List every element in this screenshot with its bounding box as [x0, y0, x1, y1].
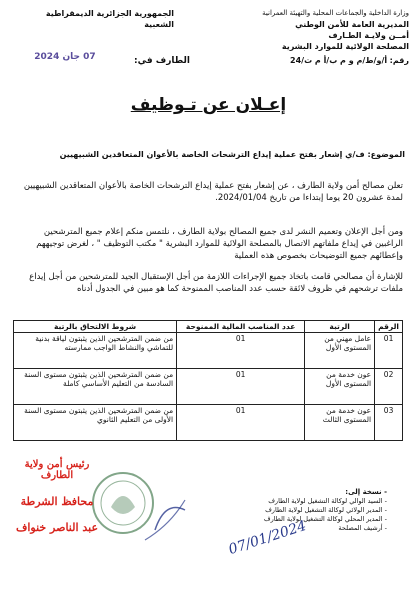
- copies-item: - المدير الولائي لوكالة التشغيل لولاية الطارف: [265, 506, 387, 514]
- col-header-conditions: شروط الالتحاق بالرتبة: [14, 321, 177, 333]
- date-stamp: 07 جان 2024: [34, 52, 96, 62]
- row-number: 01: [375, 333, 403, 369]
- row-grade: عون خدمة من المستوى الأول: [305, 369, 375, 405]
- row-posts: 01: [177, 333, 305, 369]
- signature-rank: محافظ الشرطة: [20, 495, 94, 508]
- row-conditions: من ضمن المترشحين الذين يثبتون لياقة بدنية للتماشي والنشاط الواجب ممارسته: [14, 333, 177, 369]
- page-title: إعـلان عن تـوظيف: [130, 95, 287, 115]
- copies-item: - أرشيف المصلحة: [338, 524, 387, 532]
- col-header-posts: عدد المناصب المالية الممنوحة: [177, 321, 305, 333]
- table-row: [14, 369, 403, 405]
- row-posts: 01: [177, 405, 305, 441]
- table-row: [14, 405, 403, 441]
- directorate-name: المديرية العامة للأمن الوطني: [295, 20, 409, 29]
- positions-table: [13, 320, 403, 441]
- reference-value: أ/و/ط/م و م ب/أ م ت/24: [290, 56, 388, 65]
- republic-name: الجمهورية الجزائرية الديمقراطية الشعبية: [45, 9, 174, 29]
- row-number: 02: [375, 369, 403, 405]
- ministry-name: وزارة الداخلية والجماعات المحلية والتهيئة العمرانية: [262, 9, 409, 17]
- wilaya-name: أمــن ولايـة الطـارف: [328, 31, 409, 40]
- copies-item: - المدير المحلي لوكالة التشغيل لولاية الطارف: [263, 515, 387, 523]
- col-header-number: الرقم: [375, 321, 403, 333]
- service-name: المصلحة الولائية للموارد البشرية: [281, 42, 409, 51]
- row-conditions: من ضمن المترشحين الذين يثبتون مستوى السنة الأولى من التعليم الثانوي: [14, 405, 177, 441]
- signature-title: رئيس أمن ولاية الطارف: [24, 459, 90, 481]
- copies-item: - السيد الوالي لوكالة التشغيل لولاية الطارف: [268, 497, 387, 505]
- handwritten-date-text: 07/01/2024: [226, 517, 309, 559]
- paragraph-2: ومن أجل الإعلان وتعميم النشر لدى جميع المصالح بولاية الطارف ، نلتمس منكم إعلام جميع المترشحين الراغبين في إيداع ملفاتهم الاتصال بالمصلحة الولائية للموارد البشرية " مكتب التوظيف " ، لغرض توجيههم وإعطائهم جميع التوضيحات بخصوص هذه العملية: [36, 227, 403, 261]
- signature-name: عبد الناصر خنواف: [15, 521, 99, 534]
- copies-heading: - نسخة إلى:: [345, 488, 387, 496]
- col-header-grade: الرتبة: [305, 321, 375, 333]
- handwritten-date: [215, 517, 320, 560]
- signature-stamp: [5, 455, 195, 550]
- row-grade: عامل مهني من المستوى الأول: [305, 333, 375, 369]
- reference-line: [234, 55, 409, 66]
- table-row: [14, 333, 403, 369]
- row-conditions: من ضمن المترشحين الذين يثبتون مستوى السنة السادسة من التعليم الأساسي كاملة: [14, 369, 177, 405]
- header-admin-block: [234, 8, 409, 66]
- row-number: 03: [375, 405, 403, 441]
- row-grade: عون خدمة من المستوى الثالث: [305, 405, 375, 441]
- row-posts: 01: [177, 369, 305, 405]
- place-date-label: الطارف في:: [134, 56, 190, 66]
- reference-label: رقم:: [389, 56, 409, 65]
- table-header-row: [14, 321, 403, 333]
- paragraph-1: تعلن مصالح أمن ولاية الطارف ، عن إشعار بفتح عملية إيداع الترشحات الخاصة بالأعوان المتعاقدين الشبيهيين لمدة عشرون 20 يوما إبتداءا من تاريخ 2024/01/04.: [23, 181, 403, 203]
- subject-line: الموضوع: ف/ي إشعار بفتح عملية إيداع الترشحات الخاصة بالأعوان المتعاقدين الشبيهيين: [59, 150, 405, 159]
- paragraph-3: للإشارة أن مصالحي قامت باتخاذ جميع الإجراءات اللازمة من أجل الإستقبال الجيد للمترشحين من أجل إيداع ملفات ترشحهم في ظروف لائقة حسب عدد المناصب الممنوحة كما هو مبين في الجدول أدناه: [29, 272, 403, 294]
